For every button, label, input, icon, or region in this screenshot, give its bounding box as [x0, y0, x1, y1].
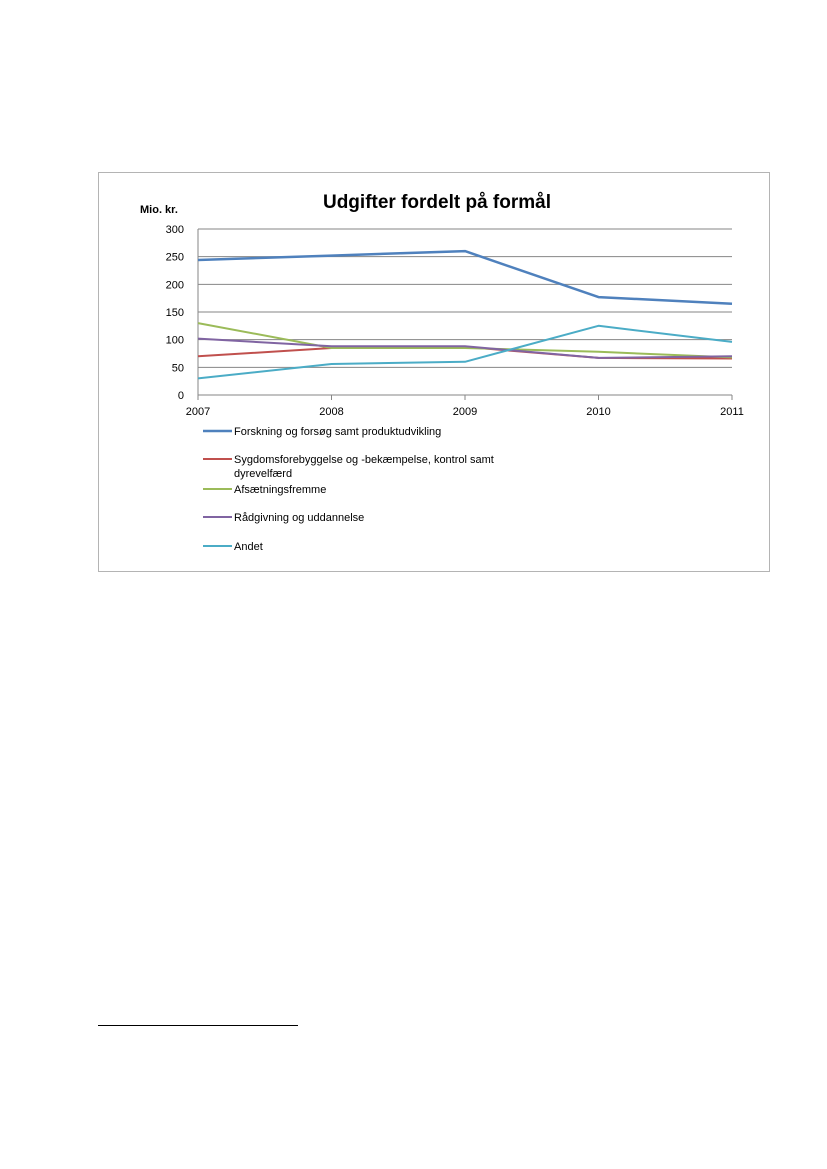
y-tick-label: 250	[165, 251, 184, 264]
x-axis-ticks	[186, 395, 744, 418]
x-tick-label: 2008	[319, 406, 344, 418]
line-chart	[99, 173, 769, 571]
chart-frame	[98, 172, 770, 572]
x-tick-label: 2011	[720, 406, 744, 418]
y-tick-label: 200	[165, 279, 184, 292]
legend-entry: Rådgivning og uddannelse	[234, 512, 365, 524]
y-tick-label: 0	[177, 390, 184, 402]
legend	[203, 426, 494, 553]
x-tick-label: 2009	[452, 406, 478, 418]
series-lines	[198, 251, 732, 378]
legend-entry: Andet	[234, 541, 263, 553]
legend-entry: Forskning og forsøg samt produktudvikling	[234, 426, 442, 438]
y-axis-label: Mio. kr.	[140, 204, 178, 216]
x-tick-label: 2010	[586, 406, 611, 418]
y-axis-ticks	[166, 224, 184, 402]
x-tick-label: 2007	[185, 406, 211, 418]
y-tick-label: 150	[165, 307, 184, 319]
legend-entry: Afsætningsfremme	[234, 484, 327, 496]
series-line-1	[198, 251, 732, 304]
y-tick-label: 50	[171, 362, 184, 375]
y-tick-label: 100	[165, 334, 184, 347]
footnote-divider	[98, 1025, 298, 1026]
chart-title: Udgifter fordelt på formål	[322, 192, 552, 213]
legend-entry: Sygdomsforebyggelse og -bekæmpelse, kontrol samt dyrevelfærd	[234, 454, 494, 480]
y-tick-label: 300	[165, 224, 184, 236]
